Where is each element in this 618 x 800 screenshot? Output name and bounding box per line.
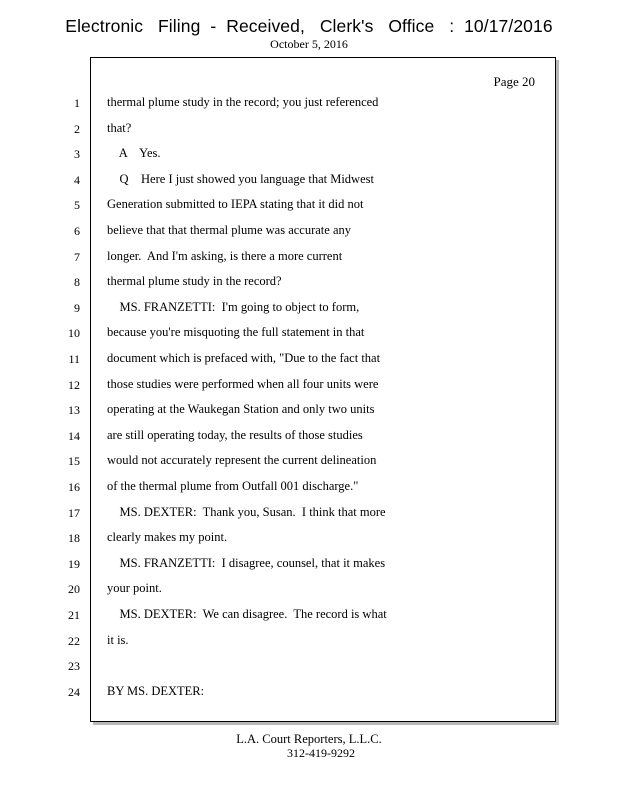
- transcript-date: October 5, 2016: [270, 37, 348, 51]
- line-number: 7: [74, 250, 80, 264]
- line-text: MS. DEXTER: Thank you, Susan. I think that more: [107, 505, 386, 519]
- line-text: that?: [107, 121, 132, 135]
- line-number: 17: [68, 506, 80, 520]
- line-text: MS. DEXTER: We can disagree. The record is what: [107, 607, 387, 621]
- line-text: clearly makes my point.: [107, 530, 228, 544]
- line-number: 6: [74, 224, 80, 238]
- line-number: 3: [74, 147, 80, 161]
- line-number: 11: [68, 352, 80, 366]
- line-number: 18: [68, 531, 80, 545]
- line-number: 10: [68, 326, 80, 340]
- line-text: BY MS. DEXTER:: [107, 684, 205, 698]
- footer-phone: 312-419-9292: [287, 746, 355, 760]
- line-number: 9: [74, 301, 80, 315]
- line-number: 5: [74, 198, 80, 212]
- line-text: MS. FRANZETTI: I'm going to object to form,: [107, 300, 360, 314]
- line-number: 19: [68, 557, 80, 571]
- line-number: 2: [74, 122, 80, 136]
- line-number: 12: [68, 378, 80, 392]
- line-text: would not accurately represent the current delineation: [107, 453, 377, 467]
- line-text: document which is prefaced with, "Due to the fact that: [107, 351, 381, 365]
- line-text: Generation submitted to IEPA stating that it did not: [107, 197, 364, 211]
- line-number: 15: [68, 454, 80, 468]
- line-number: 21: [68, 608, 80, 622]
- line-text: those studies were performed when all four units were: [107, 377, 379, 391]
- line-text: A Yes.: [107, 146, 161, 160]
- line-text: MS. FRANZETTI: I disagree, counsel, that it makes: [107, 556, 386, 570]
- line-text: operating at the Waukegan Station and only two units: [107, 402, 375, 416]
- line-text: are still operating today, the results of those studies: [107, 428, 363, 442]
- line-text: thermal plume study in the record; you just referenced: [107, 95, 379, 109]
- line-text: it is.: [107, 633, 129, 647]
- line-text: of the thermal plume from Outfall 001 discharge.": [107, 479, 359, 493]
- line-number: 1: [74, 96, 80, 110]
- line-text: believe that that thermal plume was accurate any: [107, 223, 351, 237]
- line-text: thermal plume study in the record?: [107, 274, 282, 288]
- line-text: your point.: [107, 581, 162, 595]
- filing-stamp: Electronic Filing - Received, Clerk's Office : 10/17/2016: [65, 16, 553, 36]
- line-number: 20: [68, 582, 80, 596]
- line-text: Q Here I just showed you language that Midwest: [107, 172, 374, 186]
- line-number: 24: [68, 685, 80, 699]
- line-text: because you're misquoting the full statement in that: [107, 325, 365, 339]
- line-number: 14: [68, 429, 80, 443]
- line-number: 13: [68, 403, 80, 417]
- page-number: Page 20: [493, 74, 535, 89]
- line-number: 22: [68, 634, 80, 648]
- line-number: 23: [68, 659, 80, 673]
- line-number: 4: [74, 173, 80, 187]
- line-number: 8: [74, 275, 80, 289]
- line-number: 16: [68, 480, 80, 494]
- line-text: longer. And I'm asking, is there a more current: [107, 249, 343, 263]
- footer-company: L.A. Court Reporters, L.L.C.: [236, 732, 382, 746]
